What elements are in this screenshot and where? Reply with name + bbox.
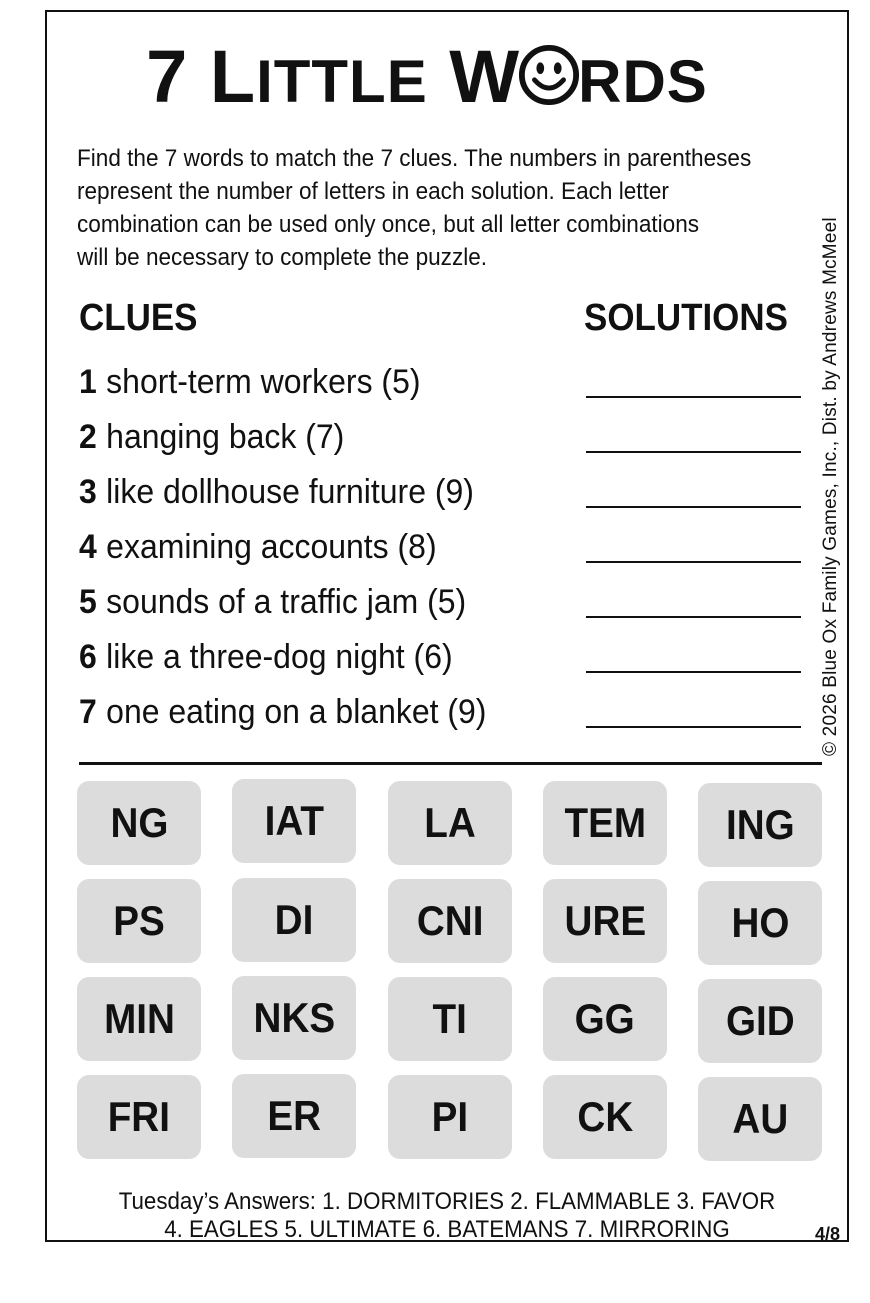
letter-tile[interactable]: CNI	[388, 879, 512, 963]
puzzle-date: 4/8	[815, 1224, 841, 1244]
title-word1-initial: L	[209, 35, 257, 118]
letter-tile[interactable]: ER	[232, 1074, 356, 1158]
solution-blank-5[interactable]	[586, 616, 801, 618]
title-number: 7	[146, 35, 189, 118]
clue-number: 1	[79, 363, 97, 401]
clue-row-2	[79, 417, 819, 467]
letter-tile[interactable]: FRI	[77, 1075, 201, 1159]
clue-text: like a three-dog night (6)	[106, 638, 453, 676]
instructions-line: Find the 7 words to match the 7 clues. The numbers in parentheses	[77, 145, 752, 172]
letter-tile[interactable]: AU	[698, 1077, 822, 1161]
clue-number: 3	[79, 473, 97, 511]
clue-row-3	[79, 472, 819, 522]
clue-row-4	[79, 527, 819, 577]
letter-tile[interactable]: CK	[543, 1075, 667, 1159]
letter-tile[interactable]: LA	[388, 781, 512, 865]
letter-tile[interactable]: GG	[543, 977, 667, 1061]
letter-tile[interactable]: DI	[232, 878, 356, 962]
letter-tile[interactable]: URE	[543, 879, 667, 963]
copyright-notice: © 2026 Blue Ox Family Games, Inc., Dist. by Andrews McMeel	[820, 217, 841, 756]
solution-blank-6[interactable]	[586, 671, 801, 673]
previous-answers	[47, 1188, 847, 1244]
clue-row-1	[79, 362, 819, 412]
letter-tile[interactable]: NG	[77, 781, 201, 865]
letter-tile[interactable]: NKS	[232, 976, 356, 1060]
solution-blank-4[interactable]	[586, 561, 801, 563]
clue-text: short-term workers (5)	[106, 363, 421, 401]
clue-text: like dollhouse furniture (9)	[106, 473, 474, 511]
letter-tile[interactable]: PI	[388, 1075, 512, 1159]
title-word2-rest: RDS	[578, 48, 708, 115]
letter-tile[interactable]: PS	[77, 879, 201, 963]
clue-text: sounds of a traffic jam (5)	[106, 583, 467, 621]
solution-blank-1[interactable]	[586, 396, 801, 398]
instructions	[77, 142, 782, 274]
answers-line: Tuesday’s Answers: 1. DORMITORIES 2. FLAMMABLE 3. FAVOR	[118, 1188, 776, 1215]
instructions-line: combination can be used only once, but all letter combinations	[77, 211, 700, 238]
letter-tile[interactable]: IAT	[232, 779, 356, 863]
instructions-line: represent the number of letters in each solution. Each letter	[77, 178, 669, 205]
clue-text: hanging back (7)	[106, 418, 345, 456]
clue-row-6	[79, 637, 819, 687]
title-word1-rest: ITTLE	[256, 48, 428, 115]
letter-tile[interactable]: HO	[698, 881, 822, 965]
clue-number: 2	[79, 418, 97, 456]
letter-tile[interactable]: MIN	[77, 977, 201, 1061]
clue-row-7	[79, 692, 819, 742]
clue-number: 6	[79, 638, 97, 676]
clue-number: 7	[79, 693, 97, 731]
clue-number: 5	[79, 583, 97, 621]
solution-blank-2[interactable]	[586, 451, 801, 453]
clue-text: one eating on a blanket (9)	[106, 693, 487, 731]
clues-header: CLUES	[79, 297, 198, 339]
solutions-header: SOLUTIONS	[584, 297, 788, 339]
solution-blank-3[interactable]	[586, 506, 801, 508]
letter-tile[interactable]: ING	[698, 783, 822, 867]
letter-tile[interactable]: TEM	[543, 781, 667, 865]
puzzle-title	[47, 35, 807, 118]
section-divider	[79, 762, 822, 765]
letter-tile[interactable]: GID	[698, 979, 822, 1063]
clue-row-5	[79, 582, 819, 632]
instructions-line: will be necessary to complete the puzzle.	[77, 244, 488, 271]
puzzle-panel	[45, 10, 849, 1242]
title-word2-initial: W	[449, 35, 521, 118]
clue-number: 4	[79, 528, 97, 566]
answers-line: 4. EAGLES 5. ULTIMATE 6. BATEMANS 7. MIRRORING	[164, 1216, 730, 1243]
smiley-face-icon	[518, 44, 580, 106]
clue-text: examining accounts (8)	[106, 528, 437, 566]
letter-tile[interactable]: TI	[388, 977, 512, 1061]
solution-blank-7[interactable]	[586, 726, 801, 728]
